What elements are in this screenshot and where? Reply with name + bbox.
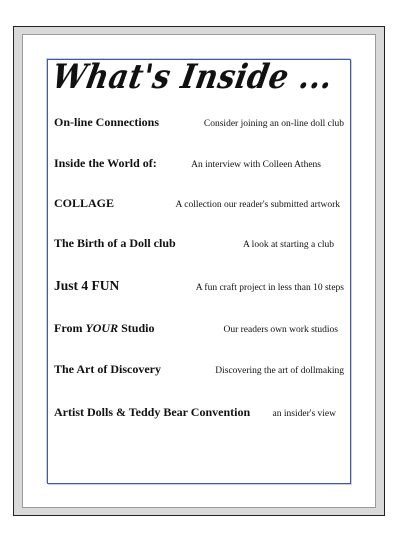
item-description: A collection our reader's submitted artwork (175, 200, 340, 210)
item-description: A fun craft project in less than 10 steps (195, 283, 344, 293)
contents-item (54, 153, 344, 171)
contents-item (54, 112, 344, 130)
item-heading (54, 321, 154, 336)
item-heading: Artist Dolls & Teddy Bear Convention (54, 405, 251, 419)
item-description: An interview with Colleen Athens (191, 160, 321, 170)
item-heading: The Birth of a Doll club (54, 236, 176, 250)
contents-item (54, 233, 344, 251)
outer-frame (13, 26, 385, 516)
contents-item (54, 193, 344, 211)
contents-item (54, 276, 344, 294)
item-description: Consider joining an on-line doll club (203, 119, 344, 129)
item-description: A look at starting a club (242, 240, 334, 250)
page-title: What's Inside ... (49, 58, 336, 98)
item-description: an insider's view (272, 409, 336, 419)
contents-item (54, 402, 344, 420)
item-heading: The Art of Discovery (54, 362, 161, 376)
contents-item (54, 318, 344, 336)
item-description: Our readers own work studios (223, 325, 338, 335)
heading-part: Studio (118, 321, 155, 335)
item-heading: Just 4 FUN (54, 278, 120, 293)
item-heading: Inside the World of: (54, 156, 157, 170)
heading-part: From (54, 321, 86, 335)
item-heading: COLLAGE (54, 196, 115, 210)
item-heading: On-line Connections (54, 115, 160, 129)
white-mat (22, 34, 376, 508)
heading-emphasis: YOUR (85, 321, 119, 335)
item-description: Discovering the art of dollmaking (215, 366, 344, 376)
contents-item (54, 359, 344, 377)
